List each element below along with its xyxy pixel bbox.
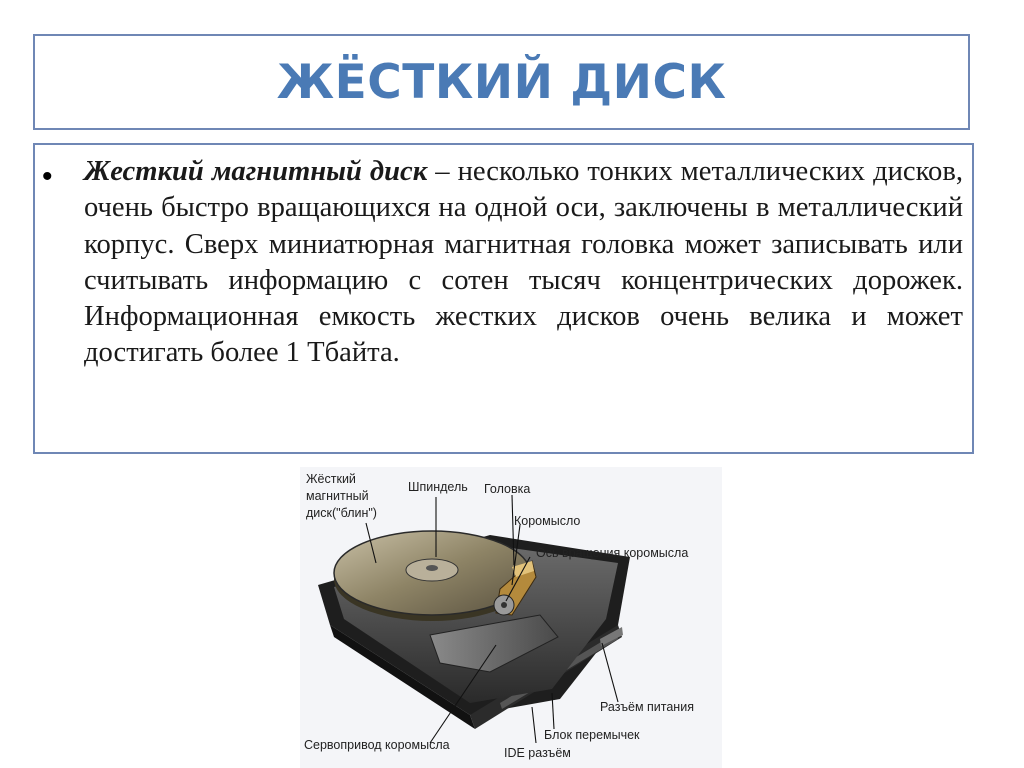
label-power-connector: Разъём питания <box>600 700 694 714</box>
label-head: Головка <box>484 482 531 496</box>
label-arm: Коромысло <box>514 514 581 528</box>
hard-disk-illustration <box>300 467 722 768</box>
bullet-paragraph <box>84 154 963 372</box>
label-jumper-block: Блок перемычек <box>544 728 640 742</box>
slide-title: ЖЁСТКИЙ ДИСК <box>276 54 727 110</box>
bullet-icon: • <box>42 160 53 193</box>
title-box <box>33 34 970 130</box>
spindle-center <box>426 565 438 571</box>
label-ide-connector: IDE разъём <box>504 746 571 760</box>
label-servo: Сервопривод коромысла <box>304 738 450 752</box>
hard-disk-diagram <box>300 467 722 768</box>
label-spindle: Шпиндель <box>408 480 468 494</box>
bullet-definition: – несколько тонких металлических дисков, очень быстро вращающихся на одной оси, заключены в металлический корпус. Сверх миниатюрная магнитная головка может записывать или считывать информацию с сотен тысяч концентрических дорожек. Информационная емкость жестких дисков очень велика и может достигать более 1 Тбайта. <box>84 156 964 369</box>
label-arm-axis: Ось вращения коромысла <box>536 546 689 560</box>
arm-pivot-center <box>501 602 507 608</box>
label-platter: Жёсткий магнитный диск("блин") <box>306 472 377 520</box>
bullet-term: Жесткий магнитный диск <box>84 156 428 187</box>
